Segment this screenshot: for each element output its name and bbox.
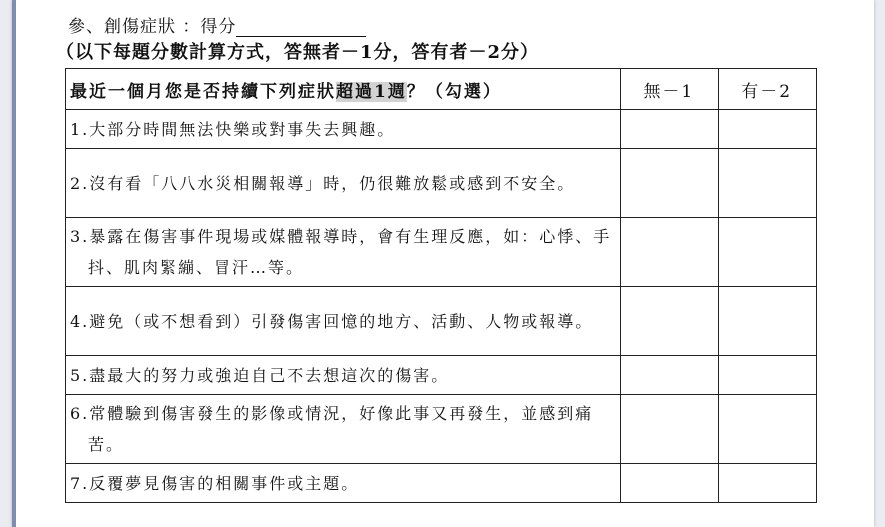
check-yes-cell[interactable] <box>719 218 817 287</box>
item-cell <box>66 464 621 503</box>
item-text: 7.反覆夢見傷害的相關事件或主題。 <box>70 473 360 493</box>
check-no-cell[interactable] <box>621 395 719 464</box>
table-row <box>66 149 817 218</box>
check-no-cell[interactable] <box>621 149 719 218</box>
table-row <box>66 287 817 356</box>
check-no-cell[interactable] <box>621 464 719 503</box>
item-cell <box>66 110 621 149</box>
question-suffix: ？（勾選） <box>406 81 502 102</box>
question-highlight: 超過1週 <box>336 81 407 102</box>
scoring-note: （以下每題分數計算方式，答無者－1分，答有者－2分） <box>56 42 540 63</box>
table-row <box>66 218 817 287</box>
section-heading <box>68 12 366 37</box>
table-row <box>66 356 817 395</box>
check-yes-cell[interactable] <box>719 110 817 149</box>
check-no-cell[interactable] <box>621 287 719 356</box>
symptom-table <box>65 68 817 503</box>
item-text: 4.避免（或不想看到）引發傷害回憶的地方、活動、人物或報導。 <box>70 311 594 331</box>
check-no-cell[interactable] <box>621 110 719 149</box>
check-yes-cell[interactable] <box>719 356 817 395</box>
item-cell <box>66 356 621 395</box>
item-cell <box>66 218 621 287</box>
section-title: 參、創傷症狀 ：得分 <box>68 17 237 37</box>
item-text: 6.常體驗到傷害發生的影像或情況，好像此事又再發生，並感到痛苦。 <box>70 404 594 454</box>
item-text: 3.暴露在傷害事件現場或媒體報導時，會有生理反應，如：心悸、手抖、肌肉緊繃、冒汗…等。 <box>70 227 612 277</box>
item-cell <box>66 395 621 464</box>
page-edge-bar <box>12 0 16 527</box>
question-prefix: 最近一個月您是否持續下列症狀 <box>70 81 336 102</box>
question-header <box>66 69 621 110</box>
table-row <box>66 110 817 149</box>
option-no-header: 無－1 <box>621 69 719 110</box>
check-yes-cell[interactable] <box>719 149 817 218</box>
option-yes-header: 有－2 <box>719 69 817 110</box>
table-row <box>66 464 817 503</box>
document-page <box>12 0 874 527</box>
check-no-cell[interactable] <box>621 218 719 287</box>
item-text: 2.沒有看「八八水災相關報導」時，仍很難放鬆或感到不安全。 <box>70 173 576 193</box>
item-cell <box>66 287 621 356</box>
score-blank-line[interactable] <box>236 20 366 37</box>
item-cell <box>66 149 621 218</box>
check-no-cell[interactable] <box>621 356 719 395</box>
item-text: 5.盡最大的努力或強迫自己不去想這次的傷害。 <box>70 365 450 385</box>
check-yes-cell[interactable] <box>719 287 817 356</box>
item-text: 1.大部分時間無法快樂或對事失去興趣。 <box>70 119 396 139</box>
table-header-row <box>66 69 817 110</box>
table-row <box>66 395 817 464</box>
check-yes-cell[interactable] <box>719 395 817 464</box>
check-yes-cell[interactable] <box>719 464 817 503</box>
